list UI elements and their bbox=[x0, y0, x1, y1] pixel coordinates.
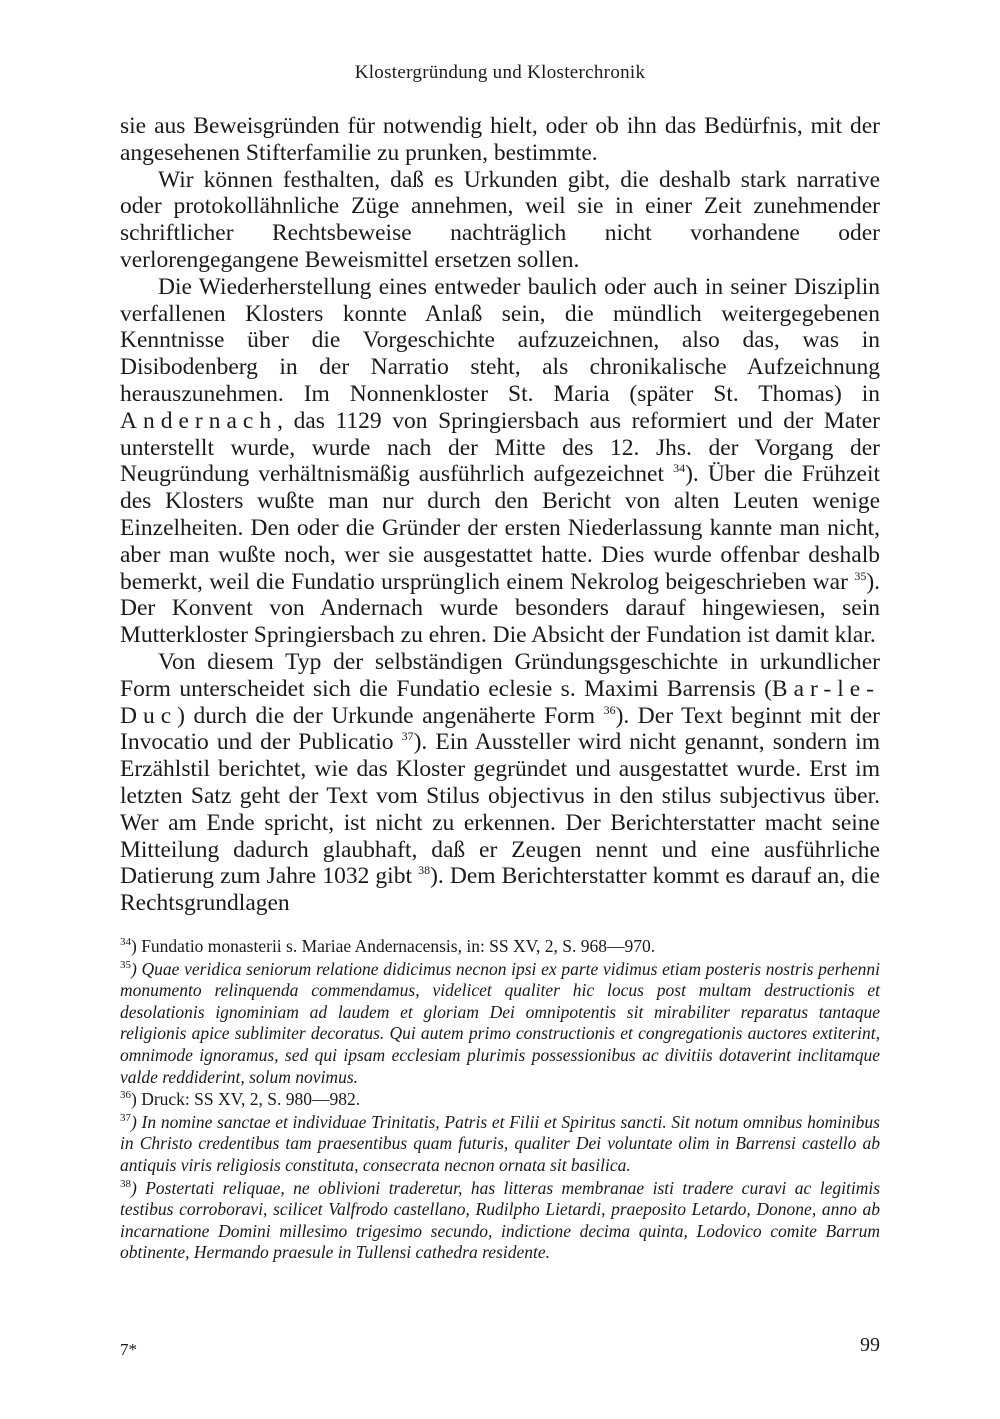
footnote-text: ) Fundatio monasterii s. Mariae Andernacensis, in: SS XV, 2, S. 968—970. bbox=[131, 936, 656, 956]
footnote-text: ) Druck: SS XV, 2, S. 980—982. bbox=[131, 1089, 361, 1110]
footnote-number: 38 bbox=[120, 1177, 131, 1190]
place-name-andernach: Andernach bbox=[120, 407, 278, 434]
footnote-number: 34 bbox=[120, 936, 131, 948]
footnote-35 bbox=[120, 959, 880, 1089]
footnote-ref-36[interactable]: 36 bbox=[603, 702, 616, 717]
paragraph-4-text-c: ). Der Text beginnt mit der Invocatio und der Publicatio bbox=[120, 702, 880, 756]
footnotes bbox=[120, 936, 880, 1265]
paragraph-4 bbox=[120, 649, 880, 917]
page-number: 99 bbox=[860, 1334, 880, 1356]
signature-mark: 7* bbox=[120, 1340, 137, 1359]
paragraph-4-text-a: Von diesem Typ der selbständigen Gründungsgeschichte in urkundlicher Form unterscheidet sich die Fundatio eclesie s. Maximi Barrensis ( bbox=[120, 648, 880, 702]
paragraph-2: Wir können festhalten, daß es Urkunden gibt, die deshalb stark narrative oder protokollähnliche Züge annehmen, weil sie in einer Zeit zunehmender schriftlicher Rechtsbeweise nachträglich nicht vorhandene oder verlorengegangene Beweismittel ersetzen sollen. bbox=[120, 166, 880, 273]
footnote-37 bbox=[120, 1112, 880, 1177]
footnote-number: 37 bbox=[120, 1111, 131, 1124]
paragraph-3-text-c: ). Über die Frühzeit des Klosters wußte man nur durch den Bericht von alten Leuten wenige Einzelheiten. Den oder die Gründer der ersten Niederlassung kannte man nicht, aber man wußte noch, wer sie ausgestattet hatte. Dies wurde offenbar deshalb bemerkt, weil die Fundatio ursprünglich einem Nekrolog beigeschrieben war bbox=[120, 461, 881, 595]
place-name-bar-le-duc: Bar-le-Duc bbox=[120, 675, 880, 729]
paragraph-4-text-b: ) durch die der Urkunde angenäherte Form bbox=[177, 702, 596, 729]
footnote-36 bbox=[120, 1089, 880, 1111]
running-head: Klostergründung und Klosterchronik bbox=[354, 62, 646, 83]
footnote-38 bbox=[120, 1178, 880, 1264]
footnote-ref-35[interactable]: 35 bbox=[854, 568, 867, 583]
paragraph-4-text-d: ). Ein Aussteller wird nicht genannt, sondern im Erzählstil berichtet, wie das Kloster gegründet und ausgestattet wurde. Erst im letzten Satz geht der Text vom Stilus objectivus in den stilus subjectivus über. Wer am Ende spricht, ist nicht zu erkennen. Der Berichterstatter macht seine Mitteilung dadurch glaubhaft, daß er Zeugen nennt und eine ausführliche Datierung zum Jahre 1032 gibt bbox=[120, 729, 880, 890]
footnote-number: 36 bbox=[120, 1089, 131, 1102]
paragraph-4-text-e: ). Dem Berichterstatter kommt es darauf an, die Rechtsgrundlagen bbox=[120, 863, 880, 917]
paragraph-3-text-b: , das 1129 von Springiersbach aus reformiert und der Mater unterstellt wurde, wurde nach der Mitte des 12. Jhs. der Vorgang der Neugründung verhältnismäßig ausführlich aufgezeichnet bbox=[120, 407, 880, 488]
footnote-34 bbox=[120, 936, 880, 958]
paragraph-3-text-a: Die Wiederherstellung eines entweder baulich oder auch in seiner Disziplin verfallenen Klosters konnte Anlaß sein, die mündlich weitergegebenen Kenntnisse über die Vorgeschichte aufzuzeichnen, also das, was in Disibodenberg in der Narratio steht, als chronikalische Aufzeichnung herauszunehmen. Im Nonnenkloster St. Maria (später St. Thomas) in bbox=[120, 273, 880, 407]
footnote-ref-34[interactable]: 34 bbox=[673, 461, 686, 476]
footnote-ref-37[interactable]: 37 bbox=[401, 729, 414, 744]
footnote-number: 35 bbox=[120, 958, 131, 971]
paragraph-1: sie aus Beweisgründen für notwendig hielt, oder ob ihn das Bedürfnis, mit der angesehenen Stifterfamilie zu prunken, bestimmte. bbox=[120, 113, 880, 166]
footnote-ref-38[interactable]: 38 bbox=[418, 863, 431, 878]
paragraph-3-text-d: ). Der Konvent von Andernach wurde besonders darauf hingewiesen, sein Mutterkloster Springiersbach zu ehren. Die Absicht der Fundation ist damit klar. bbox=[120, 568, 881, 649]
footnote-text: ) Postertati reliquae, ne oblivioni traderetur, has litteras membranae isti tradere curavi ac legitimis testibus corroboravi, scilicet Valfrodo castellano, Rudilpho Lietardi, praeposito Letardo, Donone, anno ab incarnatione Domini millesimo trigesimo secundo, indictione decima quinta, Lodovico comite Barrum obtinente, Hermando praesule in Tullensi cathedra residente. bbox=[120, 1177, 880, 1263]
footnote-text: ) In nomine sanctae et individuae Trinitatis, Patris et Filii et Spiritus sancti. Sit notum omnibus hominibus in Christo credentibus tam praesentibus quam futuris, qualiter Dei voluntate olim in Barrensi castello ab antiquis viris religiosis constituta, consecrata necnon ornata sit basilica. bbox=[120, 1111, 880, 1175]
paragraph-3 bbox=[120, 274, 880, 649]
footnote-text: ) Quae veridica seniorum relatione didicimus necnon ipsi ex parte vidimus etiam posteris nostris perhenni monumento relinquenda commendamus, videlicet qualiter hic locus post multam destructionis et desolationis ignominiam ad laudem et gloriam Dei omnipotentis sit mirabiliter reparatus tantaque religionis apice sublimiter decoratus. Qui autem primo constructionis et congregationis auctores extiterint, omnimode ignoramus, sed qui ipsam ecclesiam plurimis possessionibus ac divitiis dotaverint inclitamque valde reddiderint, solum novimus. bbox=[120, 958, 880, 1087]
main-text bbox=[120, 113, 880, 917]
